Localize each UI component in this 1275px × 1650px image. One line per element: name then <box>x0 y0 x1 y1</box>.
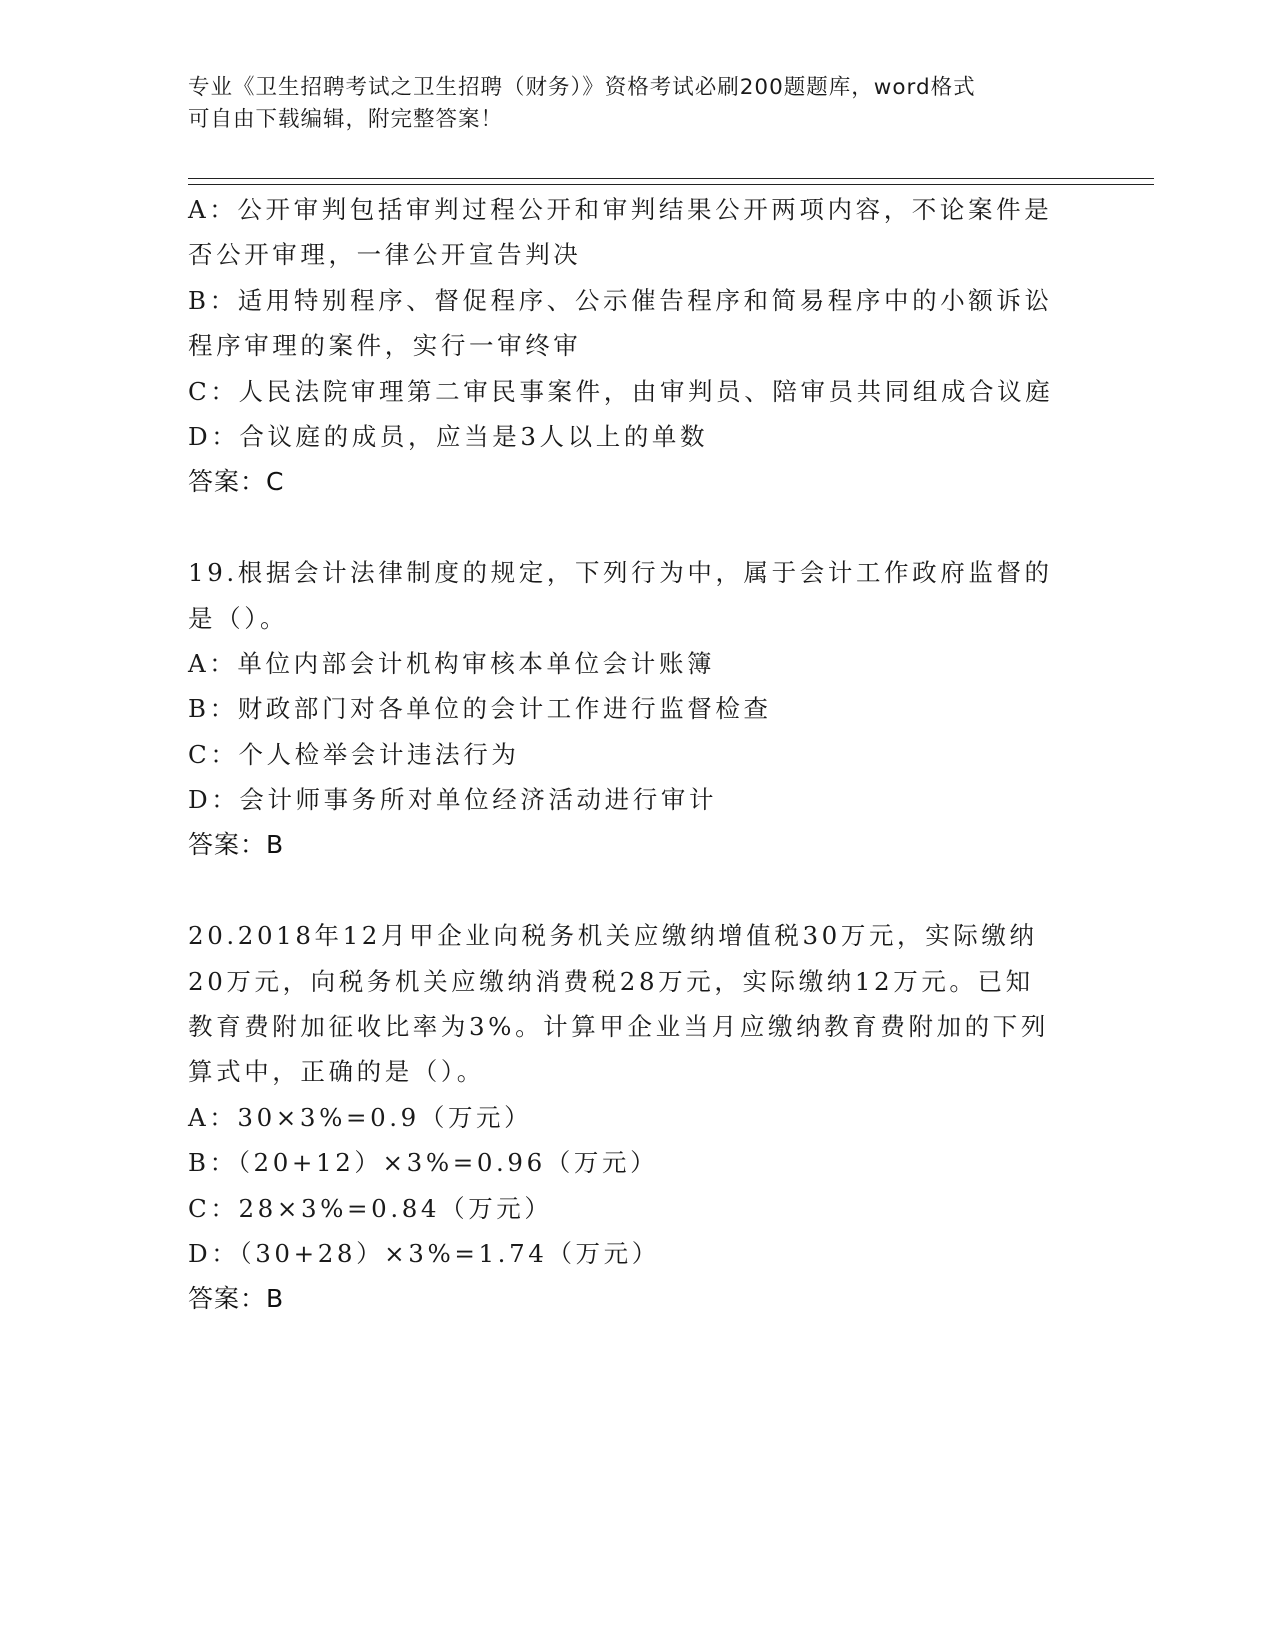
q19-answer: 答案：B <box>188 830 285 860</box>
header-line-1: 专业《卫生招聘考试之卫生招聘（财务）》资格考试必刷200题题库，word格式 <box>188 75 976 100</box>
header-line-2: 可自由下载编辑，附完整答案！ <box>188 107 504 132</box>
q18-option-d: D：合议庭的成员，应当是3人以上的单数 <box>188 421 709 451</box>
question-18 <box>188 187 1088 505</box>
spacer <box>188 505 1088 550</box>
q19-option-d: D：会计师事务所对单位经济活动进行审计 <box>188 785 718 815</box>
q19-option-c: C：个人检举会计违法行为 <box>188 739 520 769</box>
q18-option-c: C：人民法院审理第二审民事案件，由审判员、陪审员共同组成合议庭 <box>188 376 1054 406</box>
q19-stem-line2: 是（）。 <box>188 603 289 633</box>
q20-stem-line3: 教育费附加征收比率为3%。计算甲企业当月应缴纳教育费附加的下列 <box>188 1012 1049 1042</box>
q20-stem-line4: 算式中，正确的是（）。 <box>188 1057 485 1087</box>
q19-option-a: A：单位内部会计机构审核本单位会计账簿 <box>188 648 716 678</box>
document-header <box>188 72 1088 136</box>
document-body <box>188 187 1088 1322</box>
q19-option-b: B：财政部门对各单位的会计工作进行监督检查 <box>188 694 772 724</box>
question-19 <box>188 550 1088 868</box>
q20-option-c: C：28×3%=0.84（万元） <box>188 1193 553 1223</box>
q20-option-b: B：（20+12）×3%=0.96（万元） <box>188 1148 659 1178</box>
q20-stem-line1: 20.2018年12月甲企业向税务机关应缴纳增值税30万元，实际缴纳 <box>188 921 1038 951</box>
q20-stem-line2: 20万元，向税务机关应缴纳消费税28万元，实际缴纳12万元。已知 <box>188 966 1034 996</box>
q20-answer: 答案：B <box>188 1284 285 1314</box>
q20-option-a: A：30×3%=0.9（万元） <box>188 1102 533 1132</box>
q18-option-b-line1: B：适用特别程序、督促程序、公示催告程序和简易程序中的小额诉讼 <box>188 285 1053 315</box>
q18-answer: 答案：C <box>188 467 285 497</box>
q18-option-a-line1: A：公开审判包括审判过程公开和审判结果公开两项内容，不论案件是 <box>188 195 1053 224</box>
q19-stem-line1: 19.根据会计法律制度的规定，下列行为中，属于会计工作政府监督的 <box>188 558 1053 588</box>
q18-option-b-line2: 程序审理的案件，实行一审终审 <box>188 331 582 361</box>
q18-option-a-line2: 否公开审理，一律公开宣告判决 <box>188 240 582 270</box>
header-divider-bottom <box>188 184 1154 185</box>
header-divider-top <box>188 178 1154 179</box>
q20-option-d: D：（30+28）×3%=1.74（万元） <box>188 1238 660 1268</box>
spacer <box>188 868 1088 913</box>
question-20 <box>188 913 1088 1322</box>
